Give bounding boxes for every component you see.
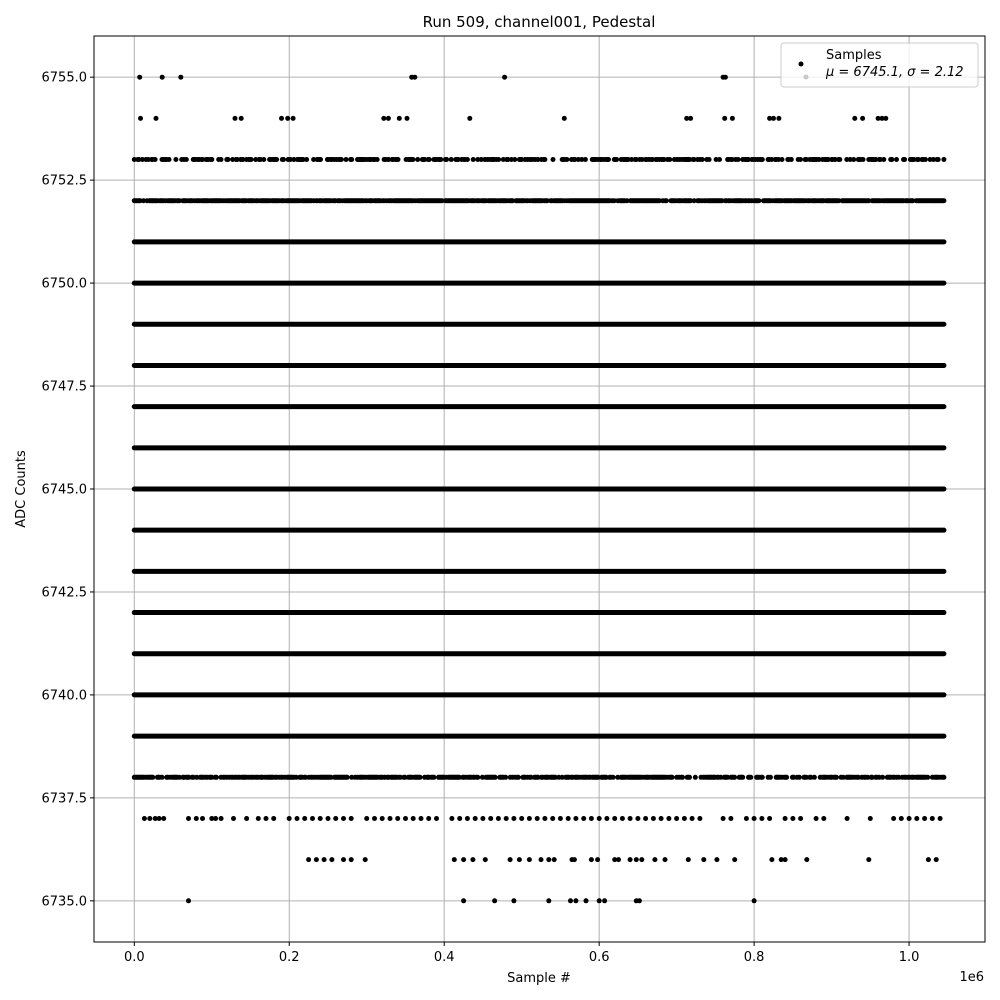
data-point — [415, 157, 420, 162]
data-point — [752, 816, 757, 821]
data-point — [465, 157, 470, 162]
data-point — [318, 157, 323, 162]
data-point — [542, 816, 547, 821]
data-point — [701, 857, 706, 862]
data-point — [249, 157, 254, 162]
data-point — [614, 157, 619, 162]
data-point — [333, 816, 338, 821]
data-point — [213, 816, 218, 821]
data-point — [941, 157, 946, 162]
data-point — [395, 816, 400, 821]
y-tick-label: 6747.5 — [41, 379, 87, 395]
data-point — [386, 116, 391, 121]
data-point — [503, 775, 508, 780]
data-point — [674, 816, 679, 821]
data-point — [664, 198, 669, 203]
data-point — [480, 816, 485, 821]
data-point — [812, 775, 817, 780]
data-point — [861, 157, 866, 162]
data-point — [707, 157, 712, 162]
data-point — [768, 775, 773, 780]
data-point — [426, 816, 431, 821]
data-point — [866, 857, 871, 862]
data-point — [233, 116, 238, 121]
data-point — [475, 775, 480, 780]
data-point — [814, 816, 819, 821]
data-point — [620, 816, 625, 821]
legend-label-stats: μ = 6745.1, σ = 2.12 — [826, 65, 964, 80]
data-point — [261, 157, 266, 162]
data-point — [584, 898, 589, 903]
data-point — [595, 857, 600, 862]
data-point — [740, 775, 745, 780]
data-point — [902, 157, 907, 162]
data-point — [274, 157, 279, 162]
data-point — [728, 816, 733, 821]
data-point — [314, 857, 319, 862]
data-point — [760, 157, 765, 162]
data-point — [558, 816, 563, 821]
data-point — [519, 816, 524, 821]
data-point — [736, 157, 741, 162]
data-point — [697, 816, 702, 821]
data-point — [798, 157, 803, 162]
data-point — [616, 857, 621, 862]
data-point — [160, 775, 165, 780]
data-point — [281, 157, 286, 162]
data-point — [339, 157, 344, 162]
data-point — [161, 816, 166, 821]
data-point — [934, 857, 939, 862]
data-point — [396, 157, 401, 162]
data-point — [492, 898, 497, 903]
data-point — [752, 898, 757, 903]
data-point — [504, 816, 509, 821]
data-point — [889, 157, 894, 162]
legend-label-samples: Samples — [826, 48, 882, 63]
data-point — [714, 857, 719, 862]
data-point — [467, 116, 472, 121]
data-point — [834, 775, 839, 780]
data-point — [431, 775, 436, 780]
data-point — [167, 157, 172, 162]
x-tick-label: 0.6 — [588, 950, 610, 965]
data-point — [926, 857, 931, 862]
data-point — [535, 816, 540, 821]
data-point — [589, 816, 594, 821]
data-point — [881, 157, 886, 162]
data-point — [157, 816, 162, 821]
data-point — [502, 75, 507, 80]
data-point — [573, 816, 578, 821]
data-point — [546, 898, 551, 903]
data-point — [639, 857, 644, 862]
data-point — [744, 816, 749, 821]
data-point — [516, 775, 521, 780]
data-point — [194, 816, 199, 821]
data-point — [634, 857, 639, 862]
data-point — [606, 157, 611, 162]
data-point — [496, 157, 501, 162]
data-point — [508, 857, 513, 862]
data-points — [132, 75, 947, 904]
data-point — [388, 816, 393, 821]
data-point — [349, 816, 354, 821]
legend — [781, 43, 978, 87]
x-axis-label: Sample # — [507, 971, 571, 986]
data-point — [542, 157, 547, 162]
data-point — [700, 157, 705, 162]
data-point — [411, 816, 416, 821]
data-point — [527, 857, 532, 862]
data-point — [686, 857, 691, 862]
data-point — [748, 775, 753, 780]
data-point — [287, 816, 292, 821]
data-point — [173, 157, 178, 162]
data-point — [465, 816, 470, 821]
data-point — [756, 198, 761, 203]
data-point — [760, 775, 765, 780]
data-point — [349, 157, 354, 162]
x-axis-offset-label: 1e6 — [959, 970, 984, 985]
legend-marker-stats — [804, 75, 809, 80]
data-point — [851, 157, 856, 162]
data-point — [611, 775, 616, 780]
data-point — [285, 116, 290, 121]
data-point — [411, 157, 416, 162]
data-point — [612, 816, 617, 821]
data-point — [147, 816, 152, 821]
x-tick-label: 1.0 — [898, 950, 920, 965]
data-point — [444, 157, 449, 162]
data-point — [637, 898, 642, 903]
data-point — [566, 816, 571, 821]
legend-marker-samples — [799, 62, 804, 67]
data-point — [562, 116, 567, 121]
data-point — [789, 157, 794, 162]
data-point — [732, 857, 737, 862]
data-point — [860, 116, 865, 121]
data-point — [452, 857, 457, 862]
data-point — [239, 116, 244, 121]
data-point — [244, 816, 249, 821]
data-point — [160, 75, 165, 80]
data-point — [138, 116, 143, 121]
data-point — [418, 775, 423, 780]
data-point — [546, 857, 551, 862]
data-point — [652, 857, 657, 862]
data-point — [925, 775, 930, 780]
data-point — [680, 775, 685, 780]
data-point — [154, 116, 159, 121]
y-tick-label: 6745.0 — [41, 482, 87, 498]
data-point — [572, 857, 577, 862]
data-point — [271, 816, 276, 821]
y-tick-label: 6742.5 — [41, 585, 87, 601]
data-point — [279, 116, 284, 121]
data-point — [604, 816, 609, 821]
data-point — [550, 816, 555, 821]
data-point — [318, 816, 323, 821]
data-point — [880, 775, 885, 780]
data-point — [597, 816, 602, 821]
y-axis-label: ADC Counts — [14, 450, 29, 528]
data-point — [693, 775, 698, 780]
data-point — [666, 816, 671, 821]
y-tick-label: 6752.5 — [41, 173, 87, 189]
data-point — [670, 775, 675, 780]
data-point — [790, 816, 795, 821]
data-point — [602, 898, 607, 903]
y-tick-label: 6740.0 — [41, 688, 87, 704]
data-point — [767, 816, 772, 821]
data-point — [589, 857, 594, 862]
data-point — [226, 157, 231, 162]
data-point — [517, 857, 522, 862]
data-point — [784, 775, 789, 780]
data-point — [597, 898, 602, 903]
y-tick-label: 6737.5 — [41, 791, 87, 807]
data-point — [564, 157, 569, 162]
data-point — [461, 857, 466, 862]
data-point — [723, 75, 728, 80]
chart-title: Run 509, channel001, Pedestal — [422, 13, 656, 31]
data-point — [256, 816, 261, 821]
data-point — [150, 775, 155, 780]
data-point — [845, 816, 850, 821]
data-point — [769, 857, 774, 862]
x-tick-label: 0.2 — [278, 950, 300, 965]
data-point — [329, 857, 334, 862]
data-point — [304, 157, 309, 162]
data-point — [381, 116, 386, 121]
y-tick-label: 6755.0 — [41, 70, 87, 86]
data-point — [375, 157, 380, 162]
data-point — [922, 816, 927, 821]
data-point — [349, 857, 354, 862]
data-point — [214, 775, 219, 780]
data-point — [473, 816, 478, 821]
data-point — [511, 816, 516, 821]
data-point — [651, 816, 656, 821]
data-point — [797, 775, 802, 780]
data-point — [583, 157, 588, 162]
x-tick-label: 0.8 — [743, 950, 765, 965]
data-point — [483, 857, 488, 862]
data-point — [493, 775, 498, 780]
data-point — [568, 898, 573, 903]
data-point — [186, 816, 191, 821]
data-point — [306, 857, 311, 862]
data-point — [434, 816, 439, 821]
data-point — [552, 857, 557, 862]
data-point — [178, 75, 183, 80]
data-point — [659, 816, 664, 821]
data-point — [449, 816, 454, 821]
data-point — [470, 857, 475, 862]
data-point — [941, 775, 946, 780]
data-point — [722, 116, 727, 121]
data-point — [883, 116, 888, 121]
data-point — [186, 898, 191, 903]
data-point — [941, 198, 946, 203]
data-point — [137, 75, 142, 80]
data-point — [341, 857, 346, 862]
data-point — [780, 157, 785, 162]
data-point — [539, 857, 544, 862]
data-point — [721, 816, 726, 821]
data-point — [184, 157, 189, 162]
data-point — [730, 116, 735, 121]
data-point — [488, 816, 493, 821]
data-point — [231, 816, 236, 821]
data-point — [936, 157, 941, 162]
data-point — [690, 816, 695, 821]
data-point — [732, 775, 737, 780]
data-point — [344, 157, 349, 162]
data-point — [291, 116, 296, 121]
data-point — [776, 116, 781, 121]
data-point — [891, 816, 896, 821]
data-point — [142, 816, 147, 821]
data-point — [635, 816, 640, 821]
data-point — [783, 857, 788, 862]
data-point — [798, 816, 803, 821]
data-point — [397, 116, 402, 121]
data-point — [628, 857, 633, 862]
data-point — [667, 157, 672, 162]
data-point — [438, 157, 443, 162]
data-point — [363, 857, 368, 862]
data-point — [372, 816, 377, 821]
data-point — [938, 816, 943, 821]
data-point — [427, 157, 432, 162]
data-point — [302, 816, 307, 821]
data-point — [219, 816, 224, 821]
data-point — [852, 116, 857, 121]
data-point — [894, 157, 899, 162]
data-point — [837, 157, 842, 162]
data-point — [573, 898, 578, 903]
data-point — [496, 816, 501, 821]
data-point — [153, 157, 158, 162]
data-point — [405, 116, 410, 121]
data-point — [380, 816, 385, 821]
y-tick-label: 6735.0 — [41, 894, 87, 910]
data-point — [688, 116, 693, 121]
data-point — [322, 857, 327, 862]
data-point — [687, 775, 692, 780]
data-point — [295, 816, 300, 821]
data-point — [899, 816, 904, 821]
data-point — [471, 157, 476, 162]
data-point — [783, 816, 788, 821]
data-point — [930, 816, 935, 821]
data-point — [759, 816, 764, 821]
data-point — [341, 816, 346, 821]
data-point — [643, 816, 648, 821]
data-point — [771, 116, 776, 121]
data-point — [310, 816, 315, 821]
data-point — [364, 816, 369, 821]
data-point — [628, 816, 633, 821]
data-point — [512, 157, 517, 162]
data-point — [804, 857, 809, 862]
data-point — [914, 816, 919, 821]
data-point — [326, 816, 331, 821]
data-point — [511, 898, 516, 903]
data-point — [449, 157, 454, 162]
data-point — [663, 857, 668, 862]
data-point — [403, 816, 408, 821]
y-tick-label: 6750.0 — [41, 276, 87, 292]
data-point — [717, 157, 722, 162]
data-point — [527, 816, 532, 821]
data-point — [457, 816, 462, 821]
data-point — [200, 816, 205, 821]
data-point — [264, 816, 269, 821]
data-point — [461, 898, 466, 903]
data-point — [868, 816, 873, 821]
data-point — [345, 775, 350, 780]
x-tick-label: 0.4 — [433, 950, 455, 965]
data-point — [419, 816, 424, 821]
data-point — [551, 157, 556, 162]
data-point — [907, 816, 912, 821]
data-point — [581, 816, 586, 821]
data-point — [923, 157, 928, 162]
data-point — [682, 816, 687, 821]
x-tick-label: 0.0 — [123, 950, 145, 965]
data-point — [821, 816, 826, 821]
data-point — [209, 157, 214, 162]
data-point — [219, 157, 224, 162]
data-point — [412, 75, 417, 80]
